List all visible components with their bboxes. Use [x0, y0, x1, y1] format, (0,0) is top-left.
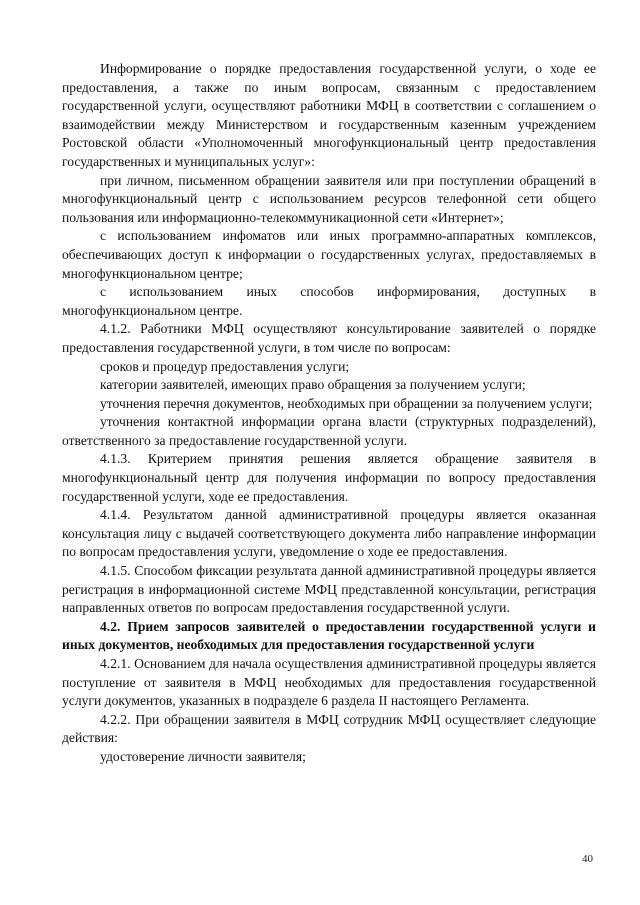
paragraph-4-2-1: 4.2.1. Основанием для начала осуществления административной процедуры является поступление от заявителя в МФЦ необходимых для предоставления государственной услуги документов, указанных в подразделе 6 раздела II настоящего Регламента. [62, 656, 596, 709]
list-item-deadlines: сроков и процедур предоставления услуги; [100, 358, 350, 374]
paragraph-4-1-2: 4.1.2. Работники МФЦ осуществляют консультирование заявителей о порядке предоставления государственной услуги, в том числе по вопросам: [62, 321, 596, 355]
list-item-categories: категории заявителей, имеющих право обращения за получением услуги; [100, 377, 526, 393]
paragraph-info-intro: Информирование о порядке предоставления государственной услуги, о ходе ее предоставления, а также по иным вопросам, связанным с предоставлением государственной услуги, осуществляют работники МФЦ в соответствии с соглашением о взаимодействии между Министерством и государственным казенным учреждением Ростовской области «Уполномоченный многофункциональный центр предоставления государственных и муниципальных услуг»: [62, 61, 596, 169]
section-heading-4-2: 4.2. Прием запросов заявителей о предоставлении государственной услуги и иных документов, необходимых для предоставления государственной услуги [62, 618, 596, 653]
paragraph-personal-appeal: при личном, письменном обращении заявителя или при поступлении обращений в многофункциональный центр с использованием ресурсов телефонной сети общего пользования или информационно-телекоммуникационной сети «Интернет»; [62, 172, 596, 225]
paragraph-4-2-2: 4.2.2. При обращении заявителя в МФЦ сотрудник МФЦ осуществляет следующие действия: [62, 711, 596, 746]
paragraph-4-1-3: 4.1.3. Критерием принятия решения является обращение заявителя в многофункциональный центр для получения информации по вопросу предоставления государственной услуги, ходе ее предоставления. [62, 451, 596, 504]
document-page [62, 60, 596, 767]
paragraph-infomats: с использованием инфоматов или иных программно-аппаратных комплексов, обеспечивающих доступ к информации о государственных услугах, предоставляемых в многофункциональном центре; [62, 228, 596, 281]
list-item-documents: уточнения перечня документов, необходимых при обращении за получением услуги; [100, 395, 593, 411]
paragraph-other-methods: с использованием иных способов информирования, доступных в многофункциональном центре. [62, 284, 596, 318]
paragraph-4-1-4: 4.1.4. Результатом данной административной процедуры является оказанная консультация лицу с выдачей соответствующего документа либо направление информации по вопросам предоставления услуги, уведомление о ходе ее предоставления. [62, 507, 596, 560]
list-item-contacts: уточнения контактной информации органа власти (структурных подразделений), ответственного за предоставление государственной услуги. [62, 414, 596, 448]
page-number: 40 [582, 853, 593, 865]
paragraph-4-1-5: 4.1.5. Способом фиксации результата данной административной процедуры является регистрация в информационной системе МФЦ представленной консультации, регистрация направленных ответов по вопросам предоставления государственной услуги. [62, 563, 596, 616]
list-item-identity: удостоверение личности заявителя; [100, 748, 306, 764]
